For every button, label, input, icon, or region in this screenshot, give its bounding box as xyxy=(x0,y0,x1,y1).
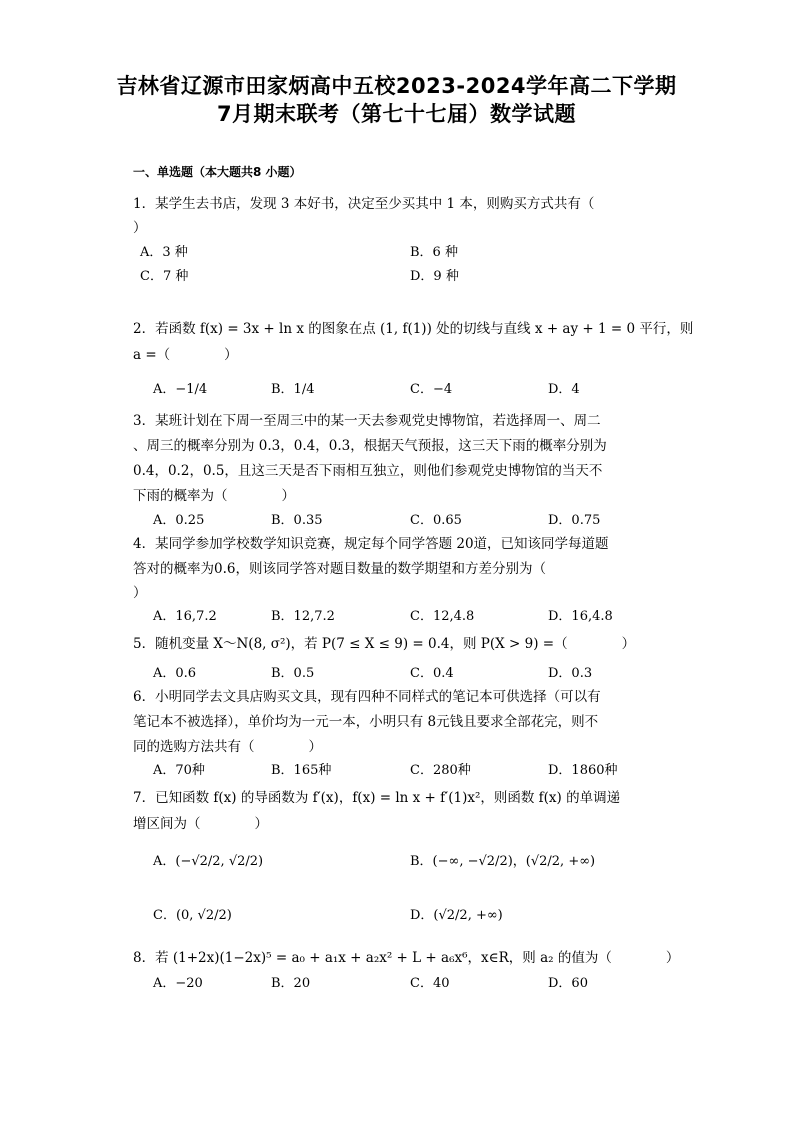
question-2-line-2: a =（ ） xyxy=(133,347,238,363)
question-3-option-a: A．0.25 xyxy=(153,513,205,528)
question-7-option-b: B．(−∞, −√2/2)，(√2/2, +∞) xyxy=(410,854,596,869)
question-1-option-d: D．9 种 xyxy=(410,269,459,284)
document-title-line-1: 吉林省辽源市田家炳高中五校2023-2024学年高二下学期 xyxy=(116,74,677,98)
question-7-option-a: A．(−√2/2, √2/2) xyxy=(153,854,264,869)
question-2-option-b: B．1/4 xyxy=(271,382,315,397)
question-3-option-b: B．0.35 xyxy=(271,513,323,528)
question-5-option-b: B．0.5 xyxy=(271,666,315,681)
question-7-option-c: C．(0, √2/2) xyxy=(153,908,232,923)
question-4-option-d: D．16,4.8 xyxy=(548,609,613,624)
question-5-option-d: D．0.3 xyxy=(548,666,593,681)
question-4-option-b: B．12,7.2 xyxy=(271,609,335,624)
question-8-option-b: B．20 xyxy=(271,976,311,991)
question-4-option-a: A．16,7.2 xyxy=(153,609,217,624)
question-6-option-d: D．1860种 xyxy=(548,763,618,778)
document-title-line-2: 7月期末联考（第七十七届）数学试题 xyxy=(216,102,577,126)
question-8-option-d: D．60 xyxy=(548,976,588,991)
question-3-line-2: 、周三的概率分别为 0.3，0.4，0.3，根据天气预报，这三天下雨的概率分别为 xyxy=(133,438,607,454)
question-1-line-1: 1．某学生去书店，发现 3 本好书，决定至少买其中 1 本，则购买方式共有（ xyxy=(133,196,595,212)
question-7-line-2: 增区间为（ ） xyxy=(133,816,268,832)
question-4-option-c: C．12,4.8 xyxy=(410,609,475,624)
question-8-option-a: A．−20 xyxy=(153,976,203,991)
question-4-line-2: 答对的概率为0.6，则该同学答对题目数量的数学期望和方差分别为（ xyxy=(133,561,546,577)
question-6-option-c: C．280种 xyxy=(410,763,471,778)
question-8-line-1: 8．若 (1+2x)(1−2x)⁵ = a₀ + a₁x + a₂x² + L + a₆x⁶，x∈R，则 a₂ 的值为（ ） xyxy=(133,950,680,966)
question-1-option-c: C．7 种 xyxy=(140,269,189,284)
question-3-line-3: 0.4，0.2，0.5，且这三天是否下雨相互独立，则他们参观党史博物馆的当天不 xyxy=(133,463,603,479)
question-6-option-a: A．70种 xyxy=(153,763,205,778)
question-5-option-c: C．0.4 xyxy=(410,666,454,681)
question-7-line-1: 7．已知函数 f(x) 的导函数为 f′(x)，f(x) = ln x + f′(1)x²，则函数 f(x) 的单调递 xyxy=(133,790,621,806)
question-8-option-c: C．40 xyxy=(410,976,450,991)
question-4-line-3: ） xyxy=(133,585,147,601)
section-heading: 一、单选题（本大题共8 小题） xyxy=(133,165,302,179)
question-6-line-1: 6．小明同学去文具店购买文具，现有四种不同样式的笔记本可供选择（可以有 xyxy=(133,689,601,705)
question-7-option-d: D．(√2/2, +∞) xyxy=(410,908,503,923)
question-6-line-3: 同的选购方法共有（ ） xyxy=(133,739,322,755)
question-2-option-a: A．−1/4 xyxy=(153,382,208,397)
question-6-option-b: B．165种 xyxy=(271,763,332,778)
question-1-option-b: B．6 种 xyxy=(410,245,458,260)
question-5-option-a: A．0.6 xyxy=(153,666,197,681)
question-2-option-d: D．4 xyxy=(548,382,580,397)
question-3-line-1: 3．某班计划在下周一至周三中的某一天去参观党史博物馆，若选择周一、周二 xyxy=(133,413,601,429)
question-1-line-2: ） xyxy=(133,220,147,236)
question-2-option-c: C．−4 xyxy=(410,382,453,397)
question-2-line-1: 2．若函数 f(x) = 3x + ln x 的图象在点 (1, f(1)) 处的切线与直线 x + ay + 1 = 0 平行，则 xyxy=(133,321,694,337)
question-3-line-4: 下雨的概率为（ ） xyxy=(133,488,295,504)
question-3-option-c: C．0.65 xyxy=(410,513,462,528)
question-6-line-2: 笔记本不被选择），单价均为一元一本，小明只有 8元钱且要求全部花完，则不 xyxy=(133,714,599,730)
question-4-line-1: 4．某同学参加学校数学知识竞赛，规定每个同学答题 20道，已知该同学每道题 xyxy=(133,536,609,552)
question-1-option-a: A．3 种 xyxy=(140,245,188,260)
question-5-line-1: 5．随机变量 X～N(8, σ²)，若 P(7 ≤ X ≤ 9) = 0.4，则 P(X > 9) =（ ） xyxy=(133,636,636,652)
question-3-option-d: D．0.75 xyxy=(548,513,601,528)
